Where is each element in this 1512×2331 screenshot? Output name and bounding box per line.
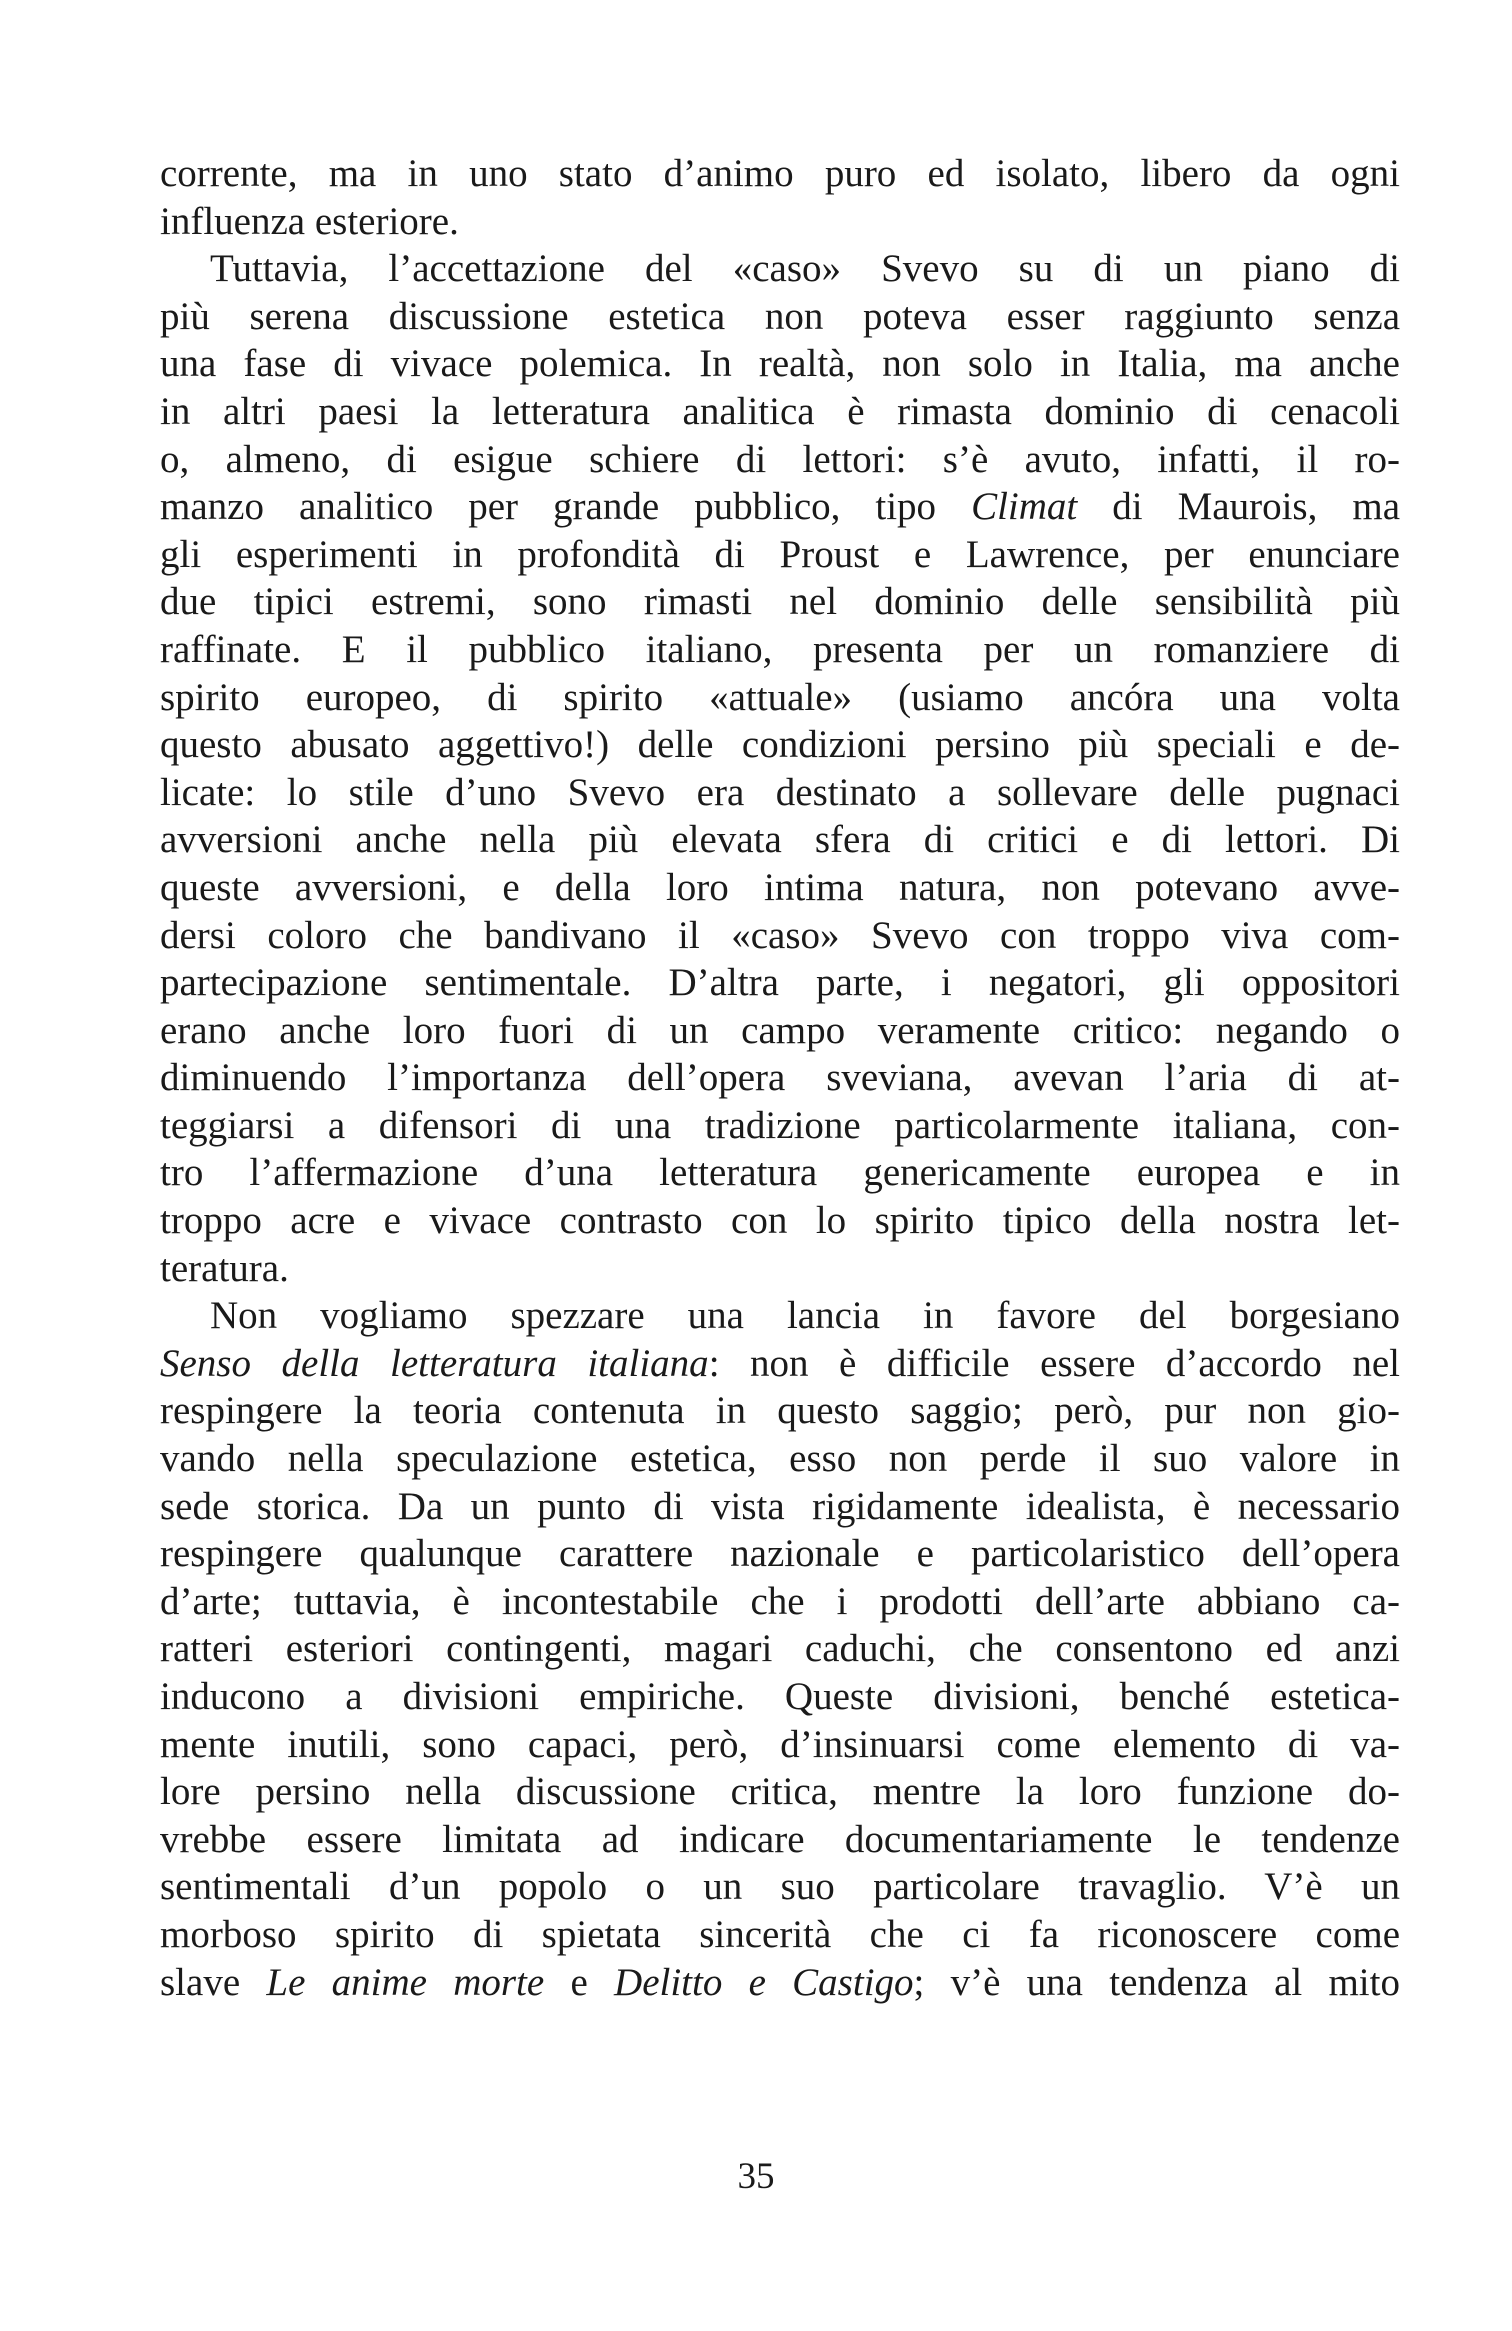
italic-title: Delitto e Castigo <box>614 1960 914 2004</box>
text-segment: slave <box>160 1960 267 2004</box>
text-line: corrente, ma in uno stato d’animo puro ed isolato, libero da ogni <box>160 152 1400 195</box>
text-line: licate: lo stile d’uno Svevo era destinato a sollevare delle pugnaci <box>160 770 1400 814</box>
text-line <box>160 1959 1400 2007</box>
page-number: 35 <box>737 2156 775 2197</box>
text-line: teratura. <box>160 1246 289 1290</box>
text-segment: manzo analitico per grande pubblico, tipo <box>160 485 972 529</box>
text-line: spirito europeo, di spirito «attuale» (usiamo ancóra una volta <box>160 675 1400 719</box>
text-line: morboso spirito di spietata sincerità che ci fa riconoscere come <box>160 1912 1400 1956</box>
text-line: Tuttavia, l’accettazione del «caso» Svevo su di un piano di <box>210 247 1400 291</box>
text-line: lore persino nella discussione critica, mentre la loro funzione do- <box>160 1770 1400 1814</box>
italic-title: Climat <box>971 485 1078 529</box>
text-segment: e <box>544 1960 615 2004</box>
text-line: partecipazione sentimentale. D’altra parte, i negatori, gli oppositori <box>160 961 1400 1005</box>
text-line: gli esperimenti in profondità di Proust e Lawrence, per enunciare <box>160 532 1400 576</box>
text-line <box>160 1340 1400 1388</box>
text-line: diminuendo l’importanza dell’opera sveviana, avevan l’aria di at- <box>160 1056 1400 1100</box>
text-line: due tipici estremi, sono rimasti nel dominio delle sensibilità più <box>160 580 1400 624</box>
text-line: più serena discussione estetica non poteva esser raggiunto senza <box>160 294 1400 338</box>
text-line: mente inutili, sono capaci, però, d’insinuarsi come elemento di va- <box>160 1722 1400 1766</box>
text-line: sentimentali d’un popolo o un suo particolare travaglio. V’è un <box>160 1865 1400 1909</box>
text-line: avversioni anche nella più elevata sfera di critici e di lettori. Di <box>160 818 1400 862</box>
text-segment: : non è difficile essere d’accordo nel <box>708 1341 1400 1385</box>
text-line: raffinate. E il pubblico italiano, presenta per un romanziere di <box>160 627 1400 671</box>
text-line: vrebbe essere limitata ad indicare documentariamente le tendenze <box>160 1817 1400 1861</box>
text-line: troppo acre e vivace contrasto con lo spirito tipico della nostra let- <box>160 1199 1400 1243</box>
text-line <box>160 483 1400 531</box>
text-line: o, almeno, di esigue schiere di lettori: s’è avuto, infatti, il ro- <box>160 437 1400 481</box>
text-line: in altri paesi la letteratura analitica è rimasta dominio di cenacoli <box>160 389 1400 433</box>
text-segment: ; v’è una tendenza al mito <box>913 1960 1400 2004</box>
text-line: Non vogliamo spezzare una lancia in favore del borgesiano <box>210 1294 1400 1338</box>
text-line: dersi coloro che bandivano il «caso» Svevo con troppo viva com- <box>160 913 1400 957</box>
text-line: queste avversioni, e della loro intima natura, non potevano avve- <box>160 865 1400 909</box>
text-line: ratteri esteriori contingenti, magari caduchi, che consentono ed anzi <box>160 1627 1400 1671</box>
text-line: respingere qualunque carattere nazionale e particolaristico dell’opera <box>160 1532 1400 1576</box>
text-line: sede storica. Da un punto di vista rigidamente idealista, è necessario <box>160 1484 1400 1528</box>
text-line: vando nella speculazione estetica, esso non perde il suo valore in <box>160 1437 1400 1481</box>
text-line: erano anche loro fuori di un campo veramente critico: negando o <box>160 1008 1400 1052</box>
italic-title: Le anime morte <box>266 1960 545 2004</box>
text-line: teggiarsi a difensori di una tradizione particolarmente italiana, con- <box>160 1103 1400 1147</box>
text-line: una fase di vivace polemica. In realtà, non solo in Italia, ma anche <box>160 342 1400 386</box>
text-line: tro l’affermazione d’una letteratura genericamente europea e in <box>160 1151 1400 1195</box>
text-line: influenza esteriore. <box>160 199 459 243</box>
text-segment: di Maurois, ma <box>1077 485 1400 529</box>
text-line: questo abusato aggettivo!) delle condizioni persino più speciali e de- <box>160 723 1400 767</box>
text-line: respingere la teoria contenuta in questo saggio; però, pur non gio- <box>160 1389 1400 1433</box>
page-body <box>160 150 1400 2006</box>
text-line: d’arte; tuttavia, è incontestabile che i prodotti dell’arte abbiano ca- <box>160 1579 1400 1623</box>
italic-title: Senso della letteratura italiana <box>160 1341 709 1385</box>
text-line: inducono a divisioni empiriche. Queste divisioni, benché estetica- <box>160 1675 1400 1718</box>
